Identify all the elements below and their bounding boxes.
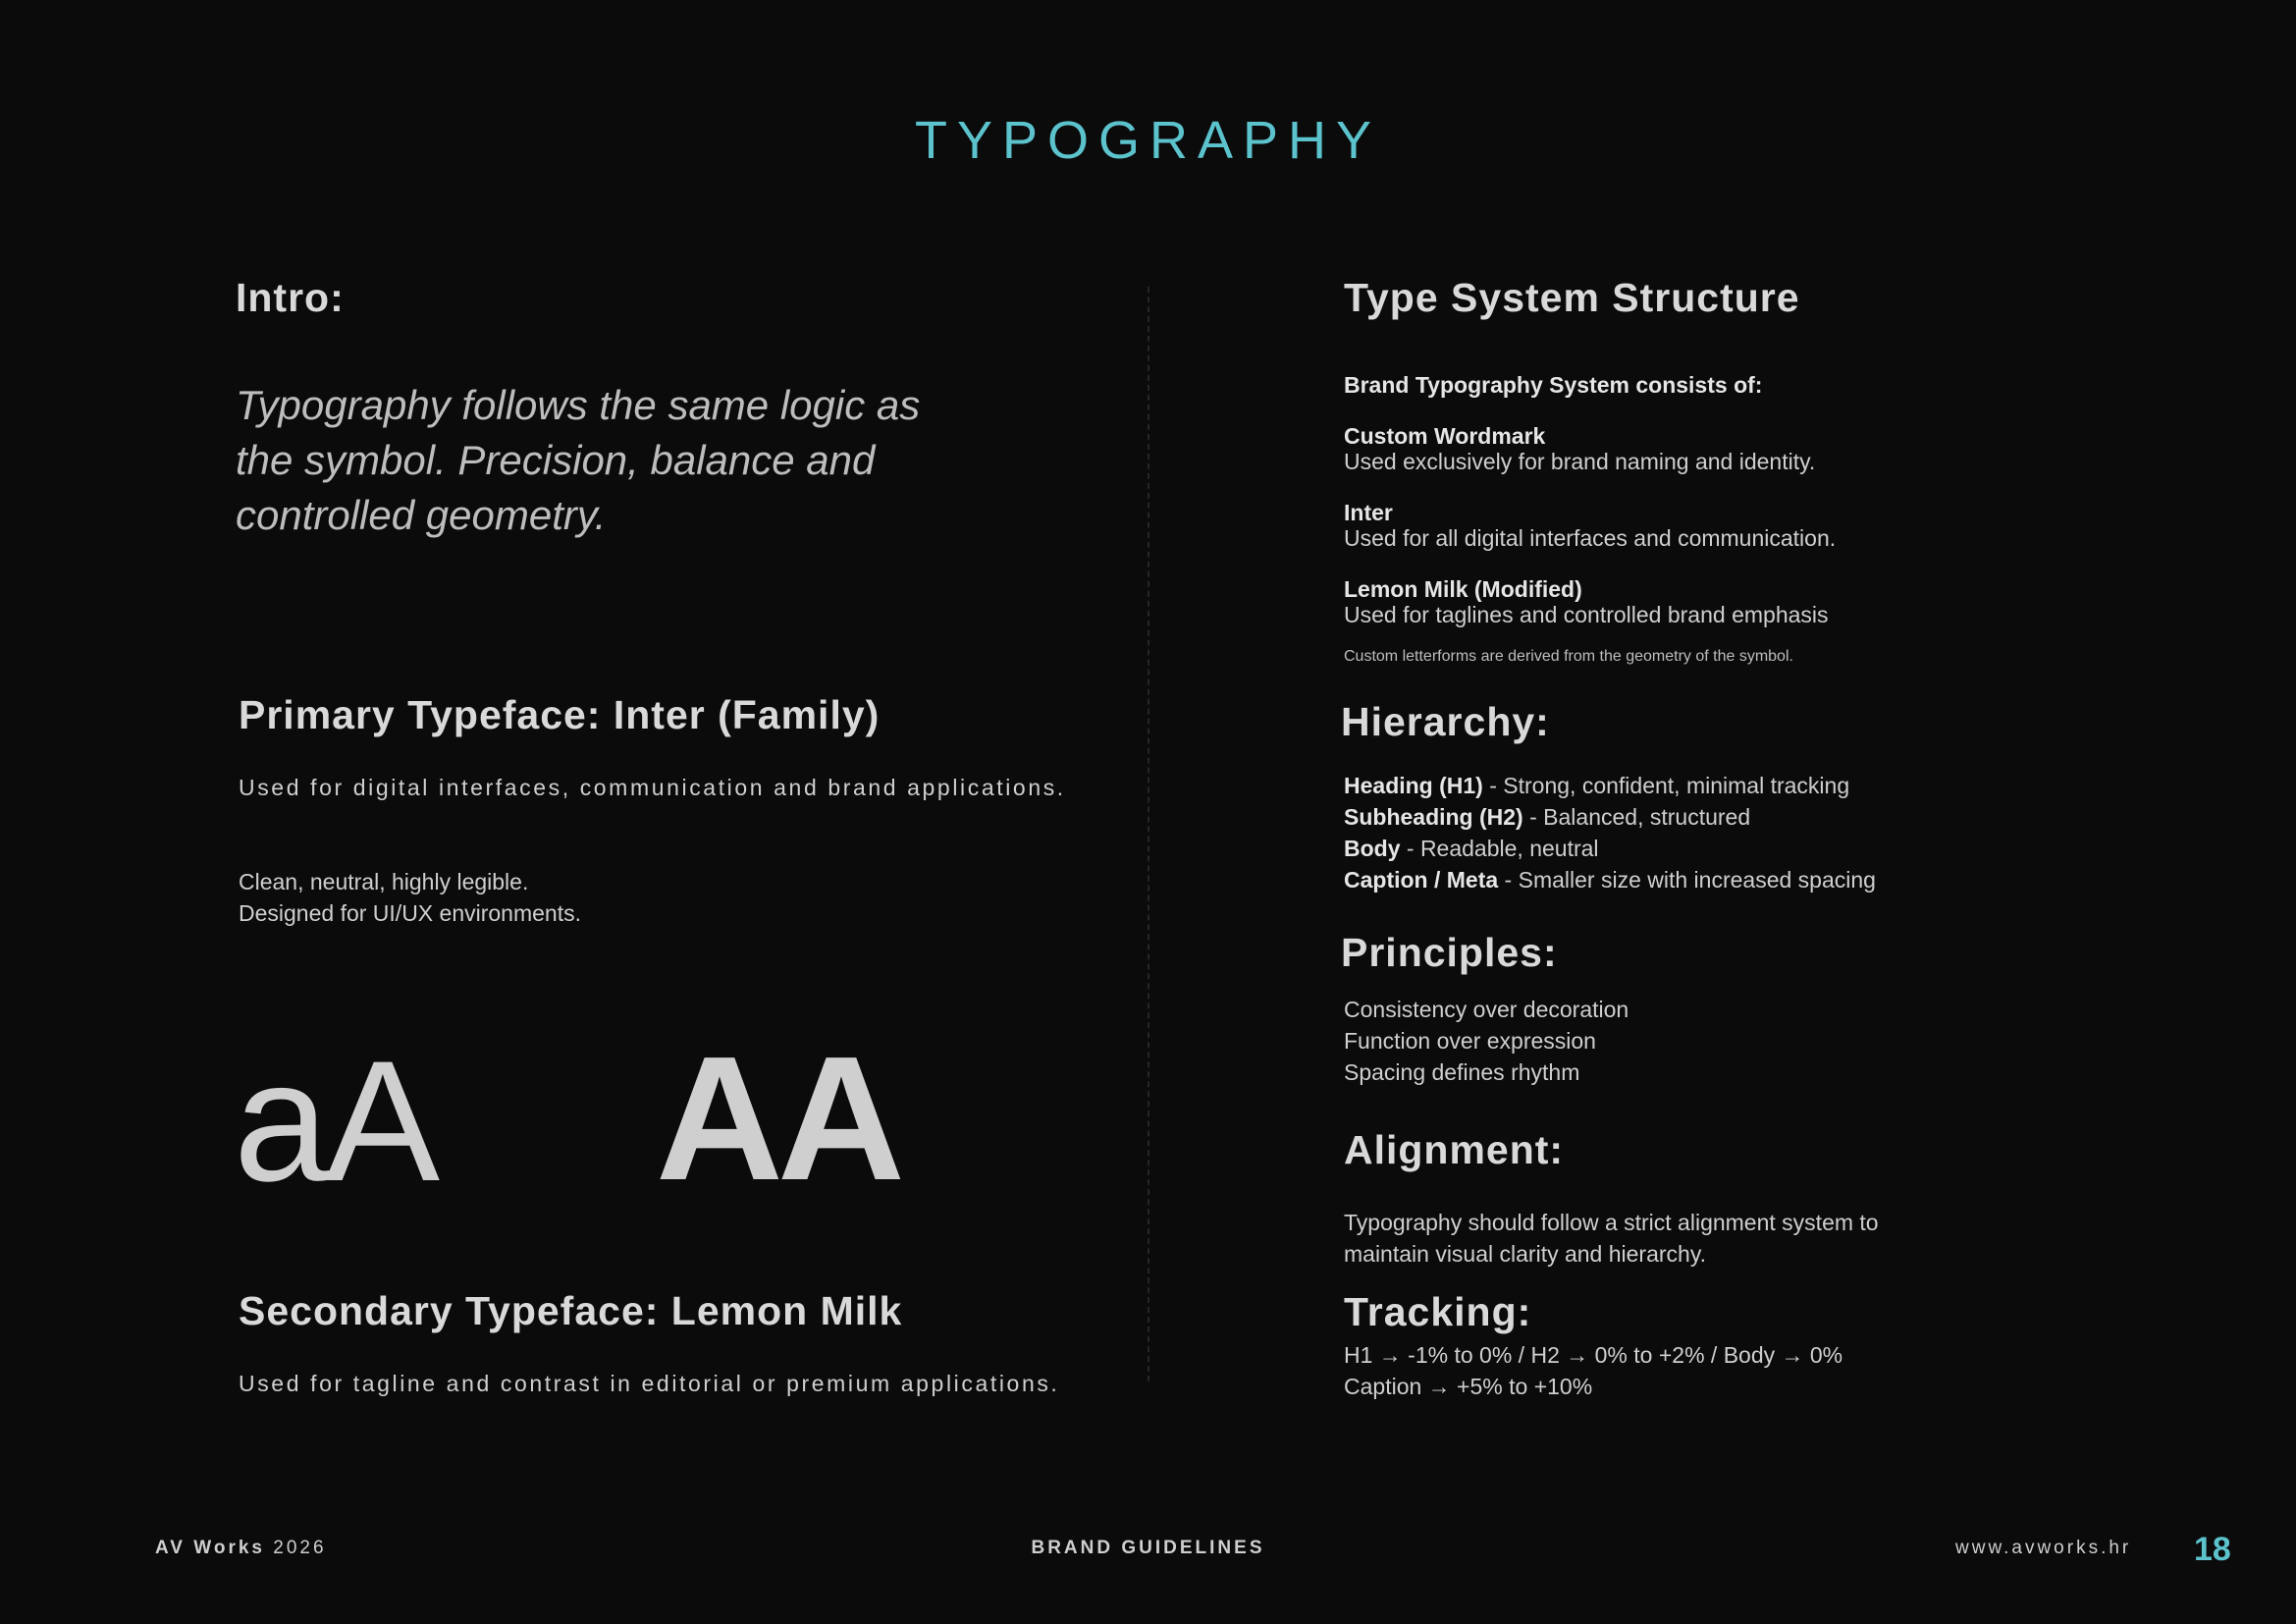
primary-typeface-desc-1: Clean, neutral, highly legible. bbox=[239, 869, 529, 894]
hierarchy-item bbox=[1344, 770, 1849, 801]
secondary-typeface-heading: Secondary Typeface: Lemon Milk bbox=[239, 1288, 903, 1333]
hierarchy-desc: - Smaller size with increased spacing bbox=[1498, 867, 1876, 893]
page-title: TYPOGRAPHY bbox=[914, 111, 1382, 170]
tracking-text-1: H1 → -1% to 0% / H2 → 0% to +2% / Body → 0% bbox=[1344, 1342, 1843, 1368]
principle-item: Consistency over decoration bbox=[1344, 997, 1629, 1022]
hierarchy-item bbox=[1344, 833, 1599, 864]
type-item-desc: Used exclusively for brand naming and identity. bbox=[1344, 449, 1816, 474]
alignment-text-2: maintain visual clarity and hierarchy. bbox=[1344, 1241, 1707, 1267]
page-number: 18 bbox=[2194, 1531, 2231, 1568]
hierarchy-desc: - Balanced, structured bbox=[1522, 804, 1751, 830]
hierarchy-desc: - Readable, neutral bbox=[1400, 836, 1599, 861]
type-system-heading: Type System Structure bbox=[1344, 275, 1800, 320]
principles-heading: Principles: bbox=[1341, 930, 1558, 975]
secondary-typeface-usage: Used for tagline and contrast in editorial or premium applications. bbox=[239, 1371, 1060, 1396]
tracking-heading: Tracking: bbox=[1344, 1289, 1532, 1334]
hierarchy-desc: - Strong, confident, minimal tracking bbox=[1482, 773, 1850, 798]
type-item-name: Inter bbox=[1344, 500, 1393, 525]
footer-center: BRAND GUIDELINES bbox=[1031, 1538, 1265, 1558]
footer-url[interactable]: www.avworks.hr bbox=[1955, 1538, 2132, 1558]
tracking-text-2: Caption → +5% to +10% bbox=[1344, 1374, 1593, 1399]
primary-typeface-heading: Primary Typeface: Inter (Family) bbox=[239, 692, 881, 737]
alignment-text-1: Typography should follow a strict alignment system to bbox=[1344, 1210, 1879, 1235]
type-system-intro: Brand Typography System consists of: bbox=[1344, 372, 1763, 398]
hierarchy-term: Caption / Meta bbox=[1344, 867, 1499, 893]
primary-typeface-usage: Used for digital interfaces, communication and brand applications. bbox=[239, 775, 1066, 800]
alignment-heading: Alignment: bbox=[1344, 1127, 1565, 1172]
column-divider bbox=[1148, 287, 1149, 1381]
intro-quote: Typography follows the same logic as the symbol. Precision, balance and controlled geometry. bbox=[236, 382, 921, 538]
principle-item: Function over expression bbox=[1344, 1028, 1596, 1054]
hierarchy-heading: Hierarchy: bbox=[1341, 699, 1550, 744]
footer-brand-name: AV Works bbox=[155, 1538, 265, 1558]
hierarchy-term: Subheading (H2) bbox=[1344, 804, 1523, 830]
lemon-milk-sample-glyphs: AA bbox=[656, 1020, 899, 1218]
type-item-desc: Used for taglines and controlled brand emphasis bbox=[1344, 602, 1829, 627]
type-item-desc: Used for all digital interfaces and communication. bbox=[1344, 525, 1837, 551]
principle-item: Spacing defines rhythm bbox=[1344, 1059, 1580, 1085]
inter-sample-glyphs: aA bbox=[234, 1026, 437, 1218]
type-item-name: Lemon Milk (Modified) bbox=[1344, 576, 1582, 602]
type-item-name: Custom Wordmark bbox=[1344, 423, 1546, 449]
primary-typeface-desc-2: Designed for UI/UX environments. bbox=[239, 900, 581, 926]
hierarchy-item bbox=[1344, 864, 1876, 895]
hierarchy-term: Heading (H1) bbox=[1344, 773, 1483, 798]
type-system-note: Custom letterforms are derived from the geometry of the symbol. bbox=[1344, 648, 1793, 665]
hierarchy-item bbox=[1344, 801, 1750, 833]
footer-year: 2026 bbox=[273, 1538, 327, 1558]
hierarchy-term: Body bbox=[1344, 836, 1401, 861]
intro-heading: Intro: bbox=[236, 275, 345, 320]
